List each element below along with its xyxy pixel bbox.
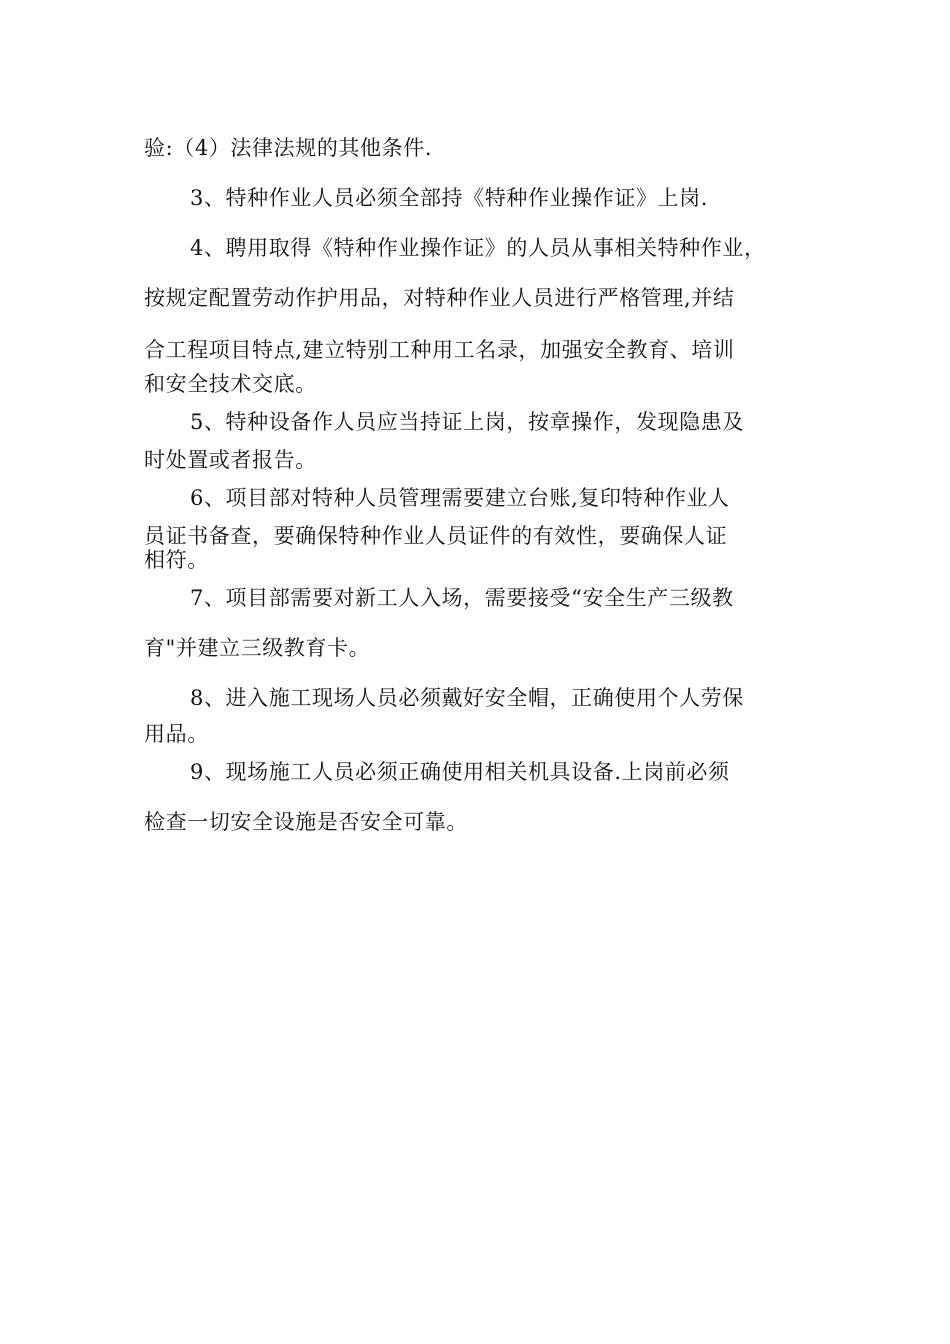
- text-line: 8、进入施工现场人员必须戴好安全帽，正确使用个人劳保: [190, 686, 744, 710]
- text-line: 用品。: [144, 722, 209, 746]
- text-line: 按规定配置劳动作护用品，对特种作业人员进行严格管理,并结: [144, 286, 735, 310]
- text-line: 时处置或者报告。: [144, 448, 317, 472]
- text-line: 6、项目部对特种人员管理需要建立台账,复印特种作业人: [190, 486, 730, 510]
- text-line: 3、特种作业人员必须全部持《特种作业操作证》上岗.: [190, 186, 709, 210]
- text-line: 育"并建立三级教育卡。: [144, 636, 371, 660]
- text-line: 相符。: [144, 548, 209, 572]
- text-line: 员证书备查，要确保特种作业人员证件的有效性，要确保人证: [144, 524, 728, 548]
- text-line: 验:（4）法律法规的其他条件.: [144, 136, 433, 160]
- text-line: 5、特种设备作人员应当持证上岗，按章操作，发现隐患及: [190, 410, 744, 434]
- text-line: 7、项目部需要对新工人入场，需要接受“安全生产三级教: [190, 586, 734, 610]
- text-line: 4、聘用取得《特种作业操作证》的人员从事相关特种作业，: [190, 236, 766, 260]
- text-line: 9、现场施工人员必须正确使用相关机具设备.上岗前必须: [190, 760, 730, 784]
- text-line: 和安全技术交底。: [144, 372, 317, 396]
- text-line: 合工程项目特点,建立特别工种用工名录，加强安全教育、培训: [144, 338, 735, 362]
- text-line: 检查一切安全设施是否安全可靠。: [144, 810, 468, 834]
